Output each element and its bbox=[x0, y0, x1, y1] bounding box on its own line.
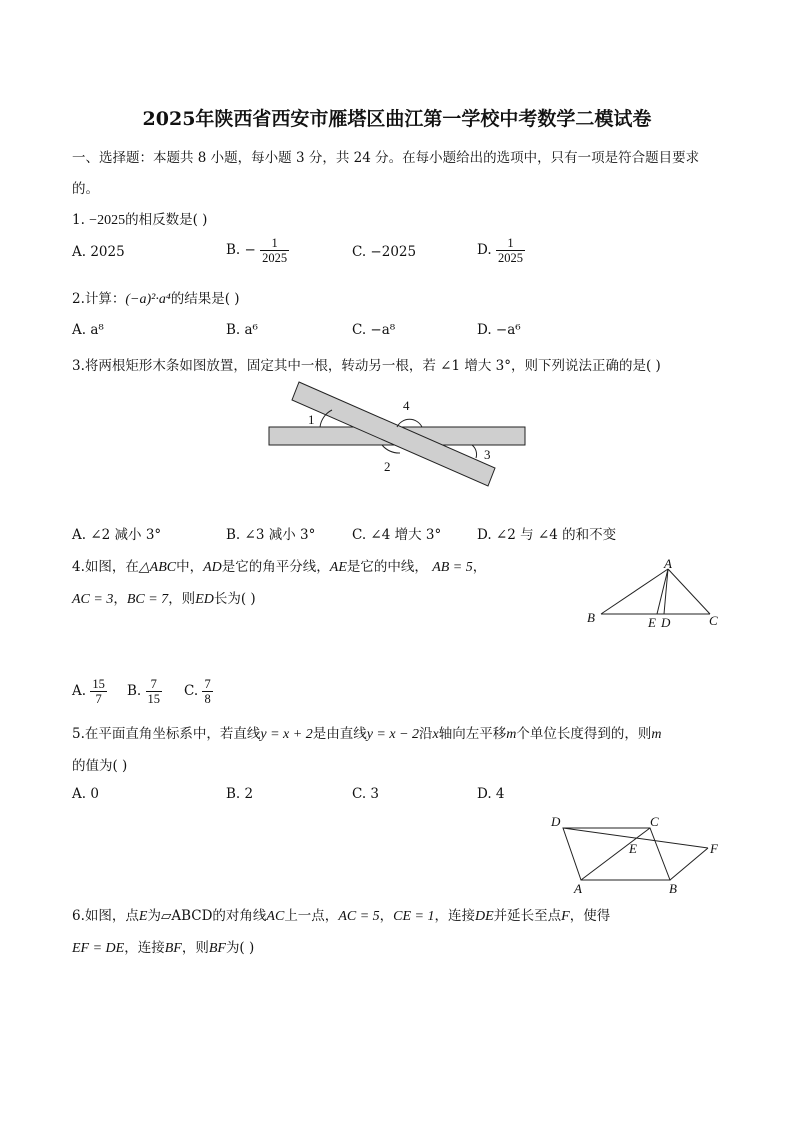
page-title: 2025年陕西省西安市雁塔区曲江第一学校中考数学二模试卷 bbox=[142, 108, 652, 130]
q4-option-b-fraction bbox=[146, 677, 163, 706]
point-label-d: D bbox=[661, 615, 671, 630]
q4-math: BC = 7 bbox=[126, 592, 169, 607]
q4-option-b-prefix: B. bbox=[127, 683, 142, 699]
q4-math: ED bbox=[195, 592, 214, 607]
q5-text: 个单位长度得到的，则 bbox=[516, 726, 652, 742]
q4-stem-line1 bbox=[72, 555, 486, 576]
q4-text: 是它的角平分线， bbox=[221, 559, 330, 575]
q4-option-a-fraction bbox=[90, 677, 107, 706]
q1-option-d bbox=[477, 236, 525, 265]
q4-option-c bbox=[184, 677, 213, 706]
q5-math: m bbox=[651, 727, 662, 742]
q4-math: AE bbox=[329, 560, 347, 575]
q4-math: AD bbox=[203, 560, 222, 575]
q6-text: 并延长至点 bbox=[493, 908, 562, 924]
point-label-a: A bbox=[574, 881, 582, 896]
angle-4-arc bbox=[397, 419, 422, 427]
point-label-f: F bbox=[710, 841, 718, 856]
q1-option-a: A. 2025 bbox=[72, 244, 125, 260]
q2-option-a: A. a⁸ bbox=[72, 322, 104, 338]
q5-stem-line1 bbox=[72, 722, 662, 743]
q5-math: y = x − 2 bbox=[366, 727, 420, 742]
q4-text: 长为( ) bbox=[213, 591, 256, 607]
q5-option-a: A. 0 bbox=[72, 786, 99, 802]
fraction-denominator: 8 bbox=[204, 692, 211, 706]
angle-label-4: 4 bbox=[403, 398, 410, 413]
q6-text: ， bbox=[379, 908, 394, 924]
q3-option-c: C. ∠4 增大 3° bbox=[352, 527, 442, 543]
q5-math: y = x + 2 bbox=[260, 727, 313, 742]
q2-stem-math: (−a)²·a⁴ bbox=[125, 292, 171, 307]
point-label-c: C bbox=[709, 613, 718, 628]
segment-ac bbox=[668, 569, 710, 614]
q2-option-b: B. a⁶ bbox=[226, 322, 258, 338]
q6-math: BF bbox=[208, 941, 226, 956]
q5-option-c: C. 3 bbox=[352, 786, 380, 802]
q1-option-d-fraction bbox=[496, 236, 525, 265]
q6-math: EF = DE bbox=[72, 941, 125, 956]
section-heading-line1: 一、选择题：本题共 8 小题，每小题 3 分，共 24 分。在每小题给出的选项中，只有一项是符合题目要求 bbox=[72, 150, 700, 166]
q6-math: E bbox=[138, 909, 148, 924]
q6-text: 为( ) bbox=[225, 940, 255, 956]
q6-text: 上一点， bbox=[284, 908, 339, 924]
q6-math: AC = 5 bbox=[338, 909, 380, 924]
q3-option-b: B. ∠3 减小 3° bbox=[226, 527, 316, 543]
q1-option-b-fraction bbox=[260, 236, 289, 265]
fraction-denominator: 15 bbox=[147, 692, 161, 706]
q4-figure-triangle bbox=[580, 556, 726, 632]
q3-figure-wooden-strips bbox=[262, 374, 534, 496]
q1-stem-text: 1. bbox=[72, 212, 90, 228]
q6-stem-line1 bbox=[72, 904, 610, 925]
fraction-denominator: 2025 bbox=[497, 251, 523, 265]
q3-stem: 3.将两根矩形木条如图放置，固定其中一根，转动另一根，若 ∠1 增大 3°，则下列说法正确的是( ) bbox=[72, 358, 661, 374]
q5-option-d: D. 4 bbox=[477, 786, 505, 802]
q4-text: ， bbox=[472, 559, 487, 575]
q4-option-b bbox=[127, 677, 162, 706]
q6-text: ，则 bbox=[181, 940, 209, 956]
point-label-b: B bbox=[587, 610, 595, 625]
angle-3-arc bbox=[472, 445, 477, 458]
q4-option-c-fraction bbox=[202, 677, 212, 706]
q1-stem bbox=[72, 208, 207, 229]
q4-option-a bbox=[72, 677, 107, 706]
q4-stem-line2 bbox=[72, 587, 256, 608]
q6-math: F bbox=[561, 909, 570, 924]
fraction-numerator: 7 bbox=[204, 677, 211, 691]
q6-text: ，连接 bbox=[124, 940, 165, 956]
point-label-c: C bbox=[650, 814, 659, 829]
angle-label-1: 1 bbox=[308, 412, 315, 427]
fraction-numerator: 15 bbox=[92, 677, 105, 691]
point-label-b: B bbox=[669, 881, 677, 896]
q5-option-b: B. 2 bbox=[226, 786, 254, 802]
angle-label-3: 3 bbox=[484, 447, 491, 462]
fraction-denominator: 7 bbox=[95, 692, 102, 706]
q2-stem-text: 2.计算： bbox=[72, 291, 126, 307]
q5-text: 轴向左平移 bbox=[438, 726, 507, 742]
q4-math: AC = 3 bbox=[72, 592, 114, 607]
q1-option-c: C. −2025 bbox=[352, 244, 417, 260]
q6-math: CE = 1 bbox=[393, 909, 435, 924]
q5-math: x bbox=[432, 727, 439, 742]
q6-text: 为▱ABCD的对角线 bbox=[147, 908, 267, 924]
section-heading-line2: 的。 bbox=[72, 181, 99, 197]
q5-text: 是由直线 bbox=[312, 726, 367, 742]
q1-option-d-prefix: D. bbox=[477, 242, 492, 258]
q2-stem-text-2: 的结果是( ) bbox=[170, 291, 240, 307]
segment-ab bbox=[601, 569, 668, 614]
q6-figure-parallelogram bbox=[545, 812, 725, 898]
q5-stem-line2: 的值为( ) bbox=[72, 758, 128, 774]
q4-text: 中， bbox=[176, 559, 204, 575]
point-label-e: E bbox=[629, 841, 637, 856]
q4-text: 4.如图，在 bbox=[72, 559, 139, 575]
q1-option-b bbox=[226, 236, 289, 265]
q5-text: 5.在平面直角坐标系中，若直线 bbox=[72, 726, 261, 742]
point-label-a: A bbox=[664, 556, 672, 571]
q1-stem-math: −2025 bbox=[89, 213, 126, 228]
q4-option-a-prefix: A. bbox=[72, 683, 87, 699]
q4-text: ， bbox=[113, 591, 127, 607]
q6-math: AC bbox=[266, 909, 285, 924]
q2-option-c: C. −a⁸ bbox=[352, 322, 396, 338]
q3-option-a: A. ∠2 减小 3° bbox=[72, 527, 162, 543]
angle-label-2: 2 bbox=[384, 459, 391, 474]
q4-math: △ABC bbox=[138, 560, 177, 575]
q6-text: ，连接 bbox=[434, 908, 475, 924]
fraction-numerator: 1 bbox=[260, 236, 289, 251]
q1-stem-text-2: 的相反数是( ) bbox=[125, 212, 208, 228]
q4-text: 是它的中线， bbox=[346, 559, 428, 575]
q6-math: BF bbox=[164, 941, 182, 956]
point-label-d: D bbox=[551, 814, 561, 829]
q4-text: ，则 bbox=[168, 591, 196, 607]
q5-text: 沿 bbox=[419, 726, 433, 742]
q1-option-b-sign: − bbox=[244, 242, 256, 258]
fraction-numerator: 7 bbox=[146, 677, 163, 692]
q1-option-b-prefix: B. bbox=[226, 242, 241, 258]
point-label-e: E bbox=[648, 615, 656, 630]
q6-stem-line2 bbox=[72, 936, 254, 957]
q6-text: 6.如图，点 bbox=[72, 908, 139, 924]
fraction-numerator: 1 bbox=[496, 236, 525, 251]
q5-math: m bbox=[506, 727, 517, 742]
diagonal-ac bbox=[581, 828, 650, 880]
q4-math: AB = 5 bbox=[432, 560, 473, 575]
segment-bf bbox=[670, 848, 708, 880]
q4-option-c-prefix: C. bbox=[184, 683, 199, 699]
q6-text: ，使得 bbox=[569, 908, 611, 924]
q2-option-d: D. −a⁶ bbox=[477, 322, 521, 338]
q6-math: DE bbox=[475, 909, 494, 924]
q2-stem bbox=[72, 287, 240, 308]
q3-option-d: D. ∠2 与 ∠4 的和不变 bbox=[477, 527, 617, 543]
fraction-denominator: 2025 bbox=[262, 251, 288, 265]
